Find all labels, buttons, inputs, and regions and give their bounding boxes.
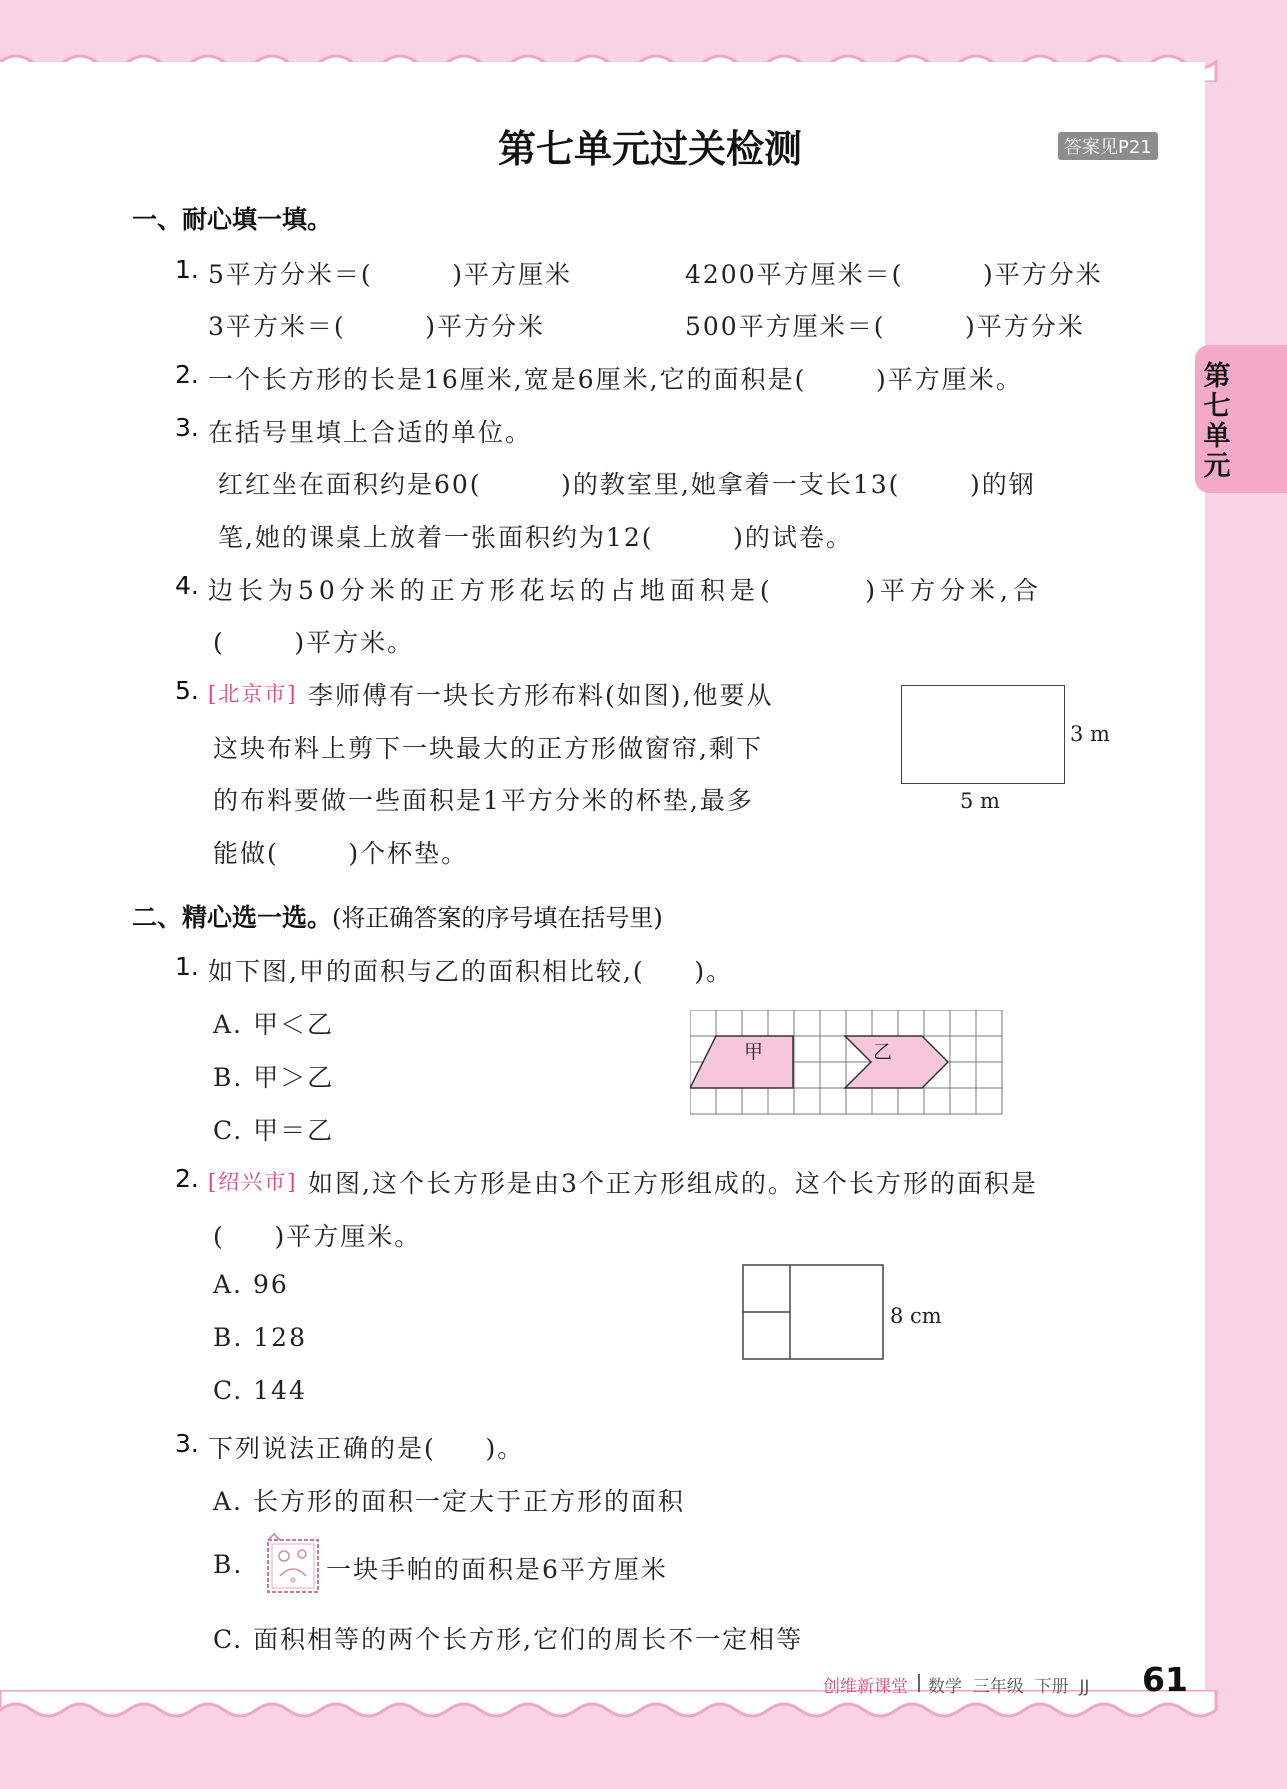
s1-q5-line3: 的布料要做一些面积是1平方分米的杯垫,最多 <box>213 786 754 815</box>
s2-q3-number: 3. <box>175 1429 199 1458</box>
grid-shapes-figure <box>690 1010 1005 1118</box>
s1-q2-number: 2. <box>175 360 199 389</box>
s1-q5-line1: 李师傅有一块长方形布料(如图),他要从 <box>308 681 774 710</box>
s1-q5-line2: 这块布料上剪下一块最大的正方形做窗帘,剩下 <box>213 734 763 763</box>
s1-q5-number: 5. <box>175 676 199 705</box>
s2-q2-option-b: B. 128 <box>213 1323 307 1352</box>
s2-q2-line1: 如图,这个长方形是由3个正方形组成的。这个长方形的面积是 <box>308 1169 1038 1198</box>
square-side-label: 8 cm <box>890 1304 942 1328</box>
shape-jia <box>690 1036 793 1088</box>
answer-reference-badge: 答案见P21 <box>1058 132 1158 160</box>
s2-q2-option-a: A. 96 <box>213 1270 289 1299</box>
s1-q2-text: 一个长方形的长是16厘米,宽是6厘米,它的面积是( )平方厘米。 <box>208 365 1023 394</box>
s1-q4-number: 4. <box>175 571 199 600</box>
section2-heading-text: 二、精心选一选。 <box>132 903 333 932</box>
cloth-height-label: 3 m <box>1070 722 1110 746</box>
s1-q5-line4: 能做( )个杯垫。 <box>213 839 469 868</box>
cloth-rectangle-figure <box>901 685 1065 784</box>
s2-q3-text: 下列说法正确的是( )。 <box>208 1434 525 1463</box>
page-number: 61 <box>1142 1660 1188 1699</box>
bottom-wavy-border <box>0 1690 1287 1730</box>
s2-q1-option-b: B. 甲＞乙 <box>213 1063 335 1092</box>
s1-q4-line1: 边长为50分米的正方形花坛的占地面积是( )平方分米,合 <box>208 576 1043 605</box>
section2-heading <box>132 898 663 934</box>
s2-q2-line2: ( )平方厘米。 <box>213 1222 422 1251</box>
s2-q1-number: 1. <box>175 952 199 981</box>
s1-q3-text: 在括号里填上合适的单位。 <box>208 418 533 447</box>
s2-q3-option-a: A. 长方形的面积一定大于正方形的面积 <box>213 1487 685 1516</box>
s2-q1-option-c: C. 甲＝乙 <box>213 1116 335 1145</box>
shape-yi-label: 乙 <box>873 1041 893 1063</box>
footer-brand: 创维新课堂 <box>823 1677 908 1697</box>
cloth-width-label: 5 m <box>960 789 1000 813</box>
s2-q2-region-tag: [绍兴市] <box>208 1170 298 1194</box>
s1-q1-number: 1. <box>175 255 199 284</box>
unit-side-tab-label: 第七单元 <box>1203 361 1231 482</box>
s1-q1-item-d: 500平方厘米＝( )平方分米 <box>685 312 1085 341</box>
s2-q3-option-b-letter: B. <box>213 1550 244 1579</box>
footer-divider <box>918 1674 920 1692</box>
s2-q1-option-a: A. 甲＜乙 <box>213 1010 334 1039</box>
s2-q2-option-c: C. 144 <box>213 1376 307 1405</box>
shape-jia-label: 甲 <box>744 1041 764 1063</box>
footer-book-info: 数学 三年级 下册 JJ <box>928 1677 1090 1697</box>
s2-q2-number: 2. <box>175 1164 199 1193</box>
three-squares-figure <box>742 1264 887 1362</box>
s1-q4-line2: ( )平方米。 <box>213 628 415 657</box>
s1-q3-line2: 笔,她的课桌上放着一张面积约为12( )的试卷。 <box>218 523 853 552</box>
s1-q1-item-a: 5平方分米＝( )平方厘米 <box>208 260 572 289</box>
s1-q3-number: 3. <box>175 413 199 442</box>
s1-q5-region-tag: [北京市] <box>208 682 298 706</box>
section1-heading: 一、耐心填一填。 <box>132 205 333 234</box>
handkerchief-icon <box>262 1532 324 1598</box>
s1-q1-item-b: 4200平方厘米＝( )平方分米 <box>685 260 1103 289</box>
page-title: 第七单元过关检测 <box>497 127 802 171</box>
s2-q1-text: 如下图,甲的面积与乙的面积相比较,( )。 <box>208 957 734 986</box>
s2-q3-option-b-text: 一块手帕的面积是6平方厘米 <box>326 1555 668 1584</box>
s1-q3-line1: 红红坐在面积约是60( )的教室里,她拿着一支长13( )的钢 <box>218 470 1036 499</box>
s2-q3-option-c: C. 面积相等的两个长方形,它们的周长不一定相等 <box>213 1625 804 1654</box>
section2-heading-note: (将正确答案的序号填在括号里) <box>332 904 663 932</box>
s1-q1-item-c: 3平方米＝( )平方分米 <box>208 312 545 341</box>
